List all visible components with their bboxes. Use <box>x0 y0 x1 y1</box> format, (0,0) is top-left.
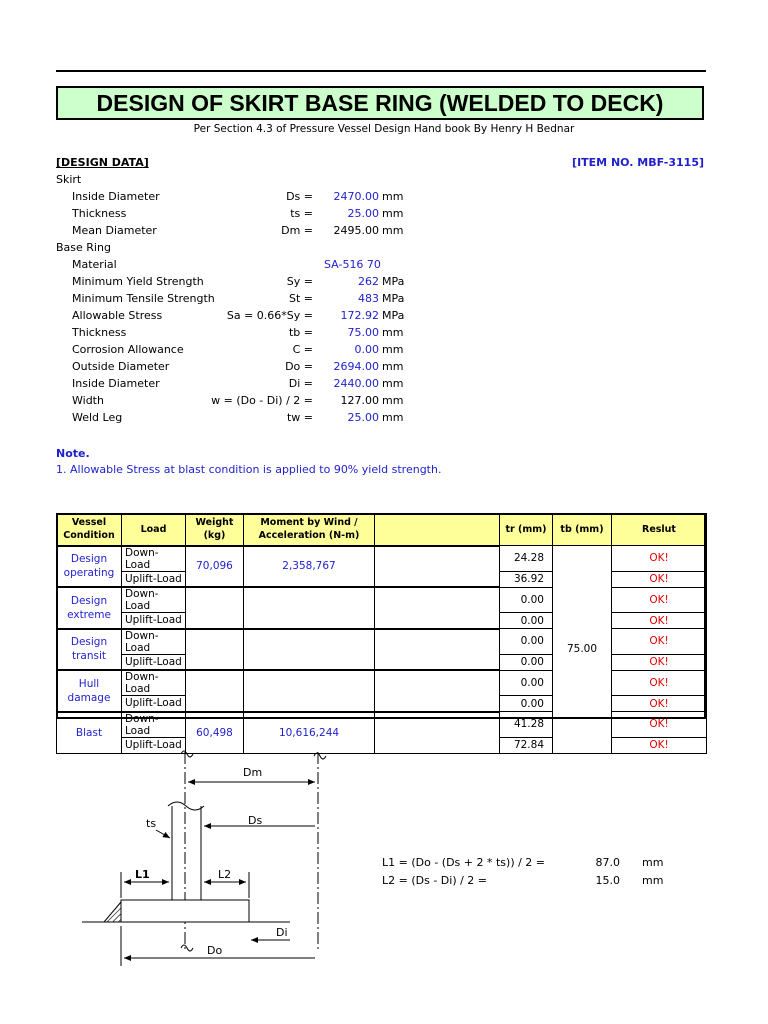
moment-cell <box>244 629 375 671</box>
load-cell: Uplift-Load <box>122 571 186 587</box>
tr-cell: 0.00 <box>500 696 553 712</box>
formula-unit: mm <box>642 856 664 869</box>
skirt-row-label: Thickness <box>72 207 127 220</box>
tr-cell: 0.00 <box>500 613 553 629</box>
tb-cell: 75.00 <box>553 546 612 754</box>
base-ring-row-symbol: tb = <box>288 326 313 339</box>
moment-cell: 10,616,244 <box>244 712 375 754</box>
load-cell: Uplift-Load <box>122 737 186 753</box>
moment-cell <box>244 670 375 712</box>
tr-cell: 0.00 <box>500 654 553 670</box>
base-ring-row-symbol: St = <box>288 292 313 305</box>
skirt-row-unit: mm <box>382 190 404 203</box>
blank-cell <box>375 670 500 712</box>
base-ring-row-symbol: Do = <box>285 360 313 373</box>
formula-expression: L1 = (Do - (Ds + 2 * ts)) / 2 = <box>382 856 546 869</box>
page-subtitle: Per Section 4.3 of Pressure Vessel Design Hand book By Henry H Bednar <box>193 123 575 135</box>
label-ts: ts <box>146 817 157 830</box>
weight-cell: 60,498 <box>186 712 244 754</box>
load-cell: Down-Load <box>122 670 186 696</box>
result-cell: OK! <box>612 571 707 587</box>
base-ring-row-symbol: Sa = 0.66*Sy = <box>226 309 313 322</box>
tr-cell: 41.28 <box>500 712 553 738</box>
base-ring-row-value: 262 <box>358 275 379 288</box>
load-cell: Down-Load <box>122 587 186 613</box>
base-ring-row-value: 25.00 <box>347 411 379 424</box>
load-cell: Uplift-Load <box>122 613 186 629</box>
tr-cell: 0.00 <box>500 629 553 655</box>
condition-cell: Design transit <box>57 629 122 671</box>
skirt-row-value: 2495.00 <box>333 224 379 237</box>
label-di: Di <box>276 926 288 939</box>
base-ring-row-unit: MPa <box>382 275 405 288</box>
blank-cell <box>375 629 500 671</box>
base-ring-row-unit: MPa <box>382 309 405 322</box>
base-ring-row-symbol: C = <box>292 343 313 356</box>
condition-cell: Hull damage <box>57 670 122 712</box>
skirt-row-value: 2470.00 <box>333 190 379 203</box>
base-ring-row-value: 127.00 <box>340 394 379 407</box>
base-ring-row-label: Minimum Tensile Strength <box>72 292 215 305</box>
skirt-row-symbol: Ds = <box>286 190 313 203</box>
base-ring-row-unit: MPa <box>382 292 405 305</box>
condition-cell: Design operating <box>57 546 122 588</box>
base-ring-row-label: Thickness <box>72 326 127 339</box>
result-cell: OK! <box>612 613 707 629</box>
tr-cell: 72.84 <box>500 737 553 753</box>
skirt-heading: Skirt <box>56 173 82 186</box>
label-dm: Dm <box>243 766 263 779</box>
result-cell: OK! <box>612 670 707 696</box>
base-ring-row-symbol: Di = <box>288 377 313 390</box>
result-cell: OK! <box>612 712 707 738</box>
formula-value: 15.0 <box>595 874 620 887</box>
moment-cell: 2,358,767 <box>244 546 375 588</box>
skirt-row-label: Mean Diameter <box>72 224 157 237</box>
weight-cell <box>186 629 244 671</box>
results-table <box>56 513 707 754</box>
header-blank <box>375 514 500 546</box>
base-ring-row-value: 0.00 <box>354 343 379 356</box>
base-ring-row-unit: mm <box>382 377 404 390</box>
header-weight: Weight (kg) <box>186 514 244 546</box>
base-ring-row-value: 172.92 <box>340 309 379 322</box>
label-do: Do <box>207 944 223 957</box>
base-ring-row-unit: mm <box>382 343 404 356</box>
load-cell: Uplift-Load <box>122 696 186 712</box>
note-text: 1. Allowable Stress at blast condition is applied to 90% yield strength. <box>56 463 442 476</box>
formula-unit: mm <box>642 874 664 887</box>
load-cell: Down-Load <box>122 712 186 738</box>
header-result: Reslut <box>612 514 707 546</box>
result-cell: OK! <box>612 737 707 753</box>
weight-cell: 70,096 <box>186 546 244 588</box>
result-cell: OK! <box>612 696 707 712</box>
base-ring-row-label: Width <box>72 394 104 407</box>
page-title: DESIGN OF SKIRT BASE RING (WELDED TO DECK) <box>56 86 704 120</box>
header-load: Load <box>122 514 186 546</box>
base-ring-row-label: Material <box>72 258 117 271</box>
load-cell: Uplift-Load <box>122 654 186 670</box>
load-cell: Down-Load <box>122 546 186 572</box>
formula-expression: L2 = (Ds - Di) / 2 = <box>382 874 488 887</box>
result-cell: OK! <box>612 629 707 655</box>
note-heading: Note. <box>56 447 90 460</box>
table-row <box>57 546 707 572</box>
header-condition: Vessel Condition <box>57 514 122 546</box>
skirt-row-symbol: Dm = <box>281 224 313 237</box>
base-ring-row-unit: mm <box>382 394 404 407</box>
base-ring-row-value: 2694.00 <box>333 360 379 373</box>
base-ring-row-label: Corrosion Allowance <box>72 343 184 356</box>
top-rule <box>56 70 706 72</box>
base-ring-row-label: Minimum Yield Strength <box>72 275 204 288</box>
weight-cell <box>186 670 244 712</box>
tr-cell: 24.28 <box>500 546 553 572</box>
base-ring-row-unit: mm <box>382 326 404 339</box>
base-ring-row-unit: mm <box>382 411 404 424</box>
base-ring-row-label: Outside Diameter <box>72 360 170 373</box>
blank-cell <box>375 587 500 629</box>
formula-value: 87.0 <box>595 856 620 869</box>
base-ring-row-symbol: Sy = <box>286 275 313 288</box>
base-ring-row-unit: mm <box>382 360 404 373</box>
skirt-row-unit: mm <box>382 224 404 237</box>
base-ring-row-symbol: w = (Do - Di) / 2 = <box>211 394 313 407</box>
condition-cell: Design extreme <box>57 587 122 629</box>
skirt-row-unit: mm <box>382 207 404 220</box>
result-cell: OK! <box>612 587 707 613</box>
tr-cell: 36.92 <box>500 571 553 587</box>
base-ring-row-value: SA-516 70 <box>324 258 381 271</box>
base-ring-row-value: 75.00 <box>347 326 379 339</box>
label-l1: L1 <box>135 868 150 881</box>
label-ds: Ds <box>248 814 263 827</box>
tr-cell: 0.00 <box>500 670 553 696</box>
skirt-row-value: 25.00 <box>347 207 379 220</box>
skirt-row-symbol: ts = <box>290 207 313 220</box>
base-ring-row-label: Inside Diameter <box>72 377 160 390</box>
header-tb: tb (mm) <box>553 514 612 546</box>
load-cell: Down-Load <box>122 629 186 655</box>
header-moment: Moment by Wind / Acceleration (N-m) <box>244 514 375 546</box>
base-ring-row-value: 2440.00 <box>333 377 379 390</box>
result-cell: OK! <box>612 654 707 670</box>
condition-cell: Blast <box>57 712 122 754</box>
tr-cell: 0.00 <box>500 587 553 613</box>
item-number: [ITEM NO. MBF-3115] <box>572 156 704 169</box>
base-ring-row-label: Allowable Stress <box>72 309 163 322</box>
header-tr: tr (mm) <box>500 514 553 546</box>
skirt-row-label: Inside Diameter <box>72 190 160 203</box>
blank-cell <box>375 546 500 588</box>
base-ring-row-label: Weld Leg <box>72 411 123 424</box>
table-header-row <box>57 514 707 546</box>
base-ring-row-symbol: tw = <box>286 411 313 424</box>
base-ring-heading: Base Ring <box>56 241 111 254</box>
design-data-heading: [DESIGN DATA] <box>56 156 149 169</box>
result-cell: OK! <box>612 546 707 572</box>
base-ring-row-value: 483 <box>358 292 379 305</box>
moment-cell <box>244 587 375 629</box>
weight-cell <box>186 587 244 629</box>
label-l2: L2 <box>218 868 232 881</box>
